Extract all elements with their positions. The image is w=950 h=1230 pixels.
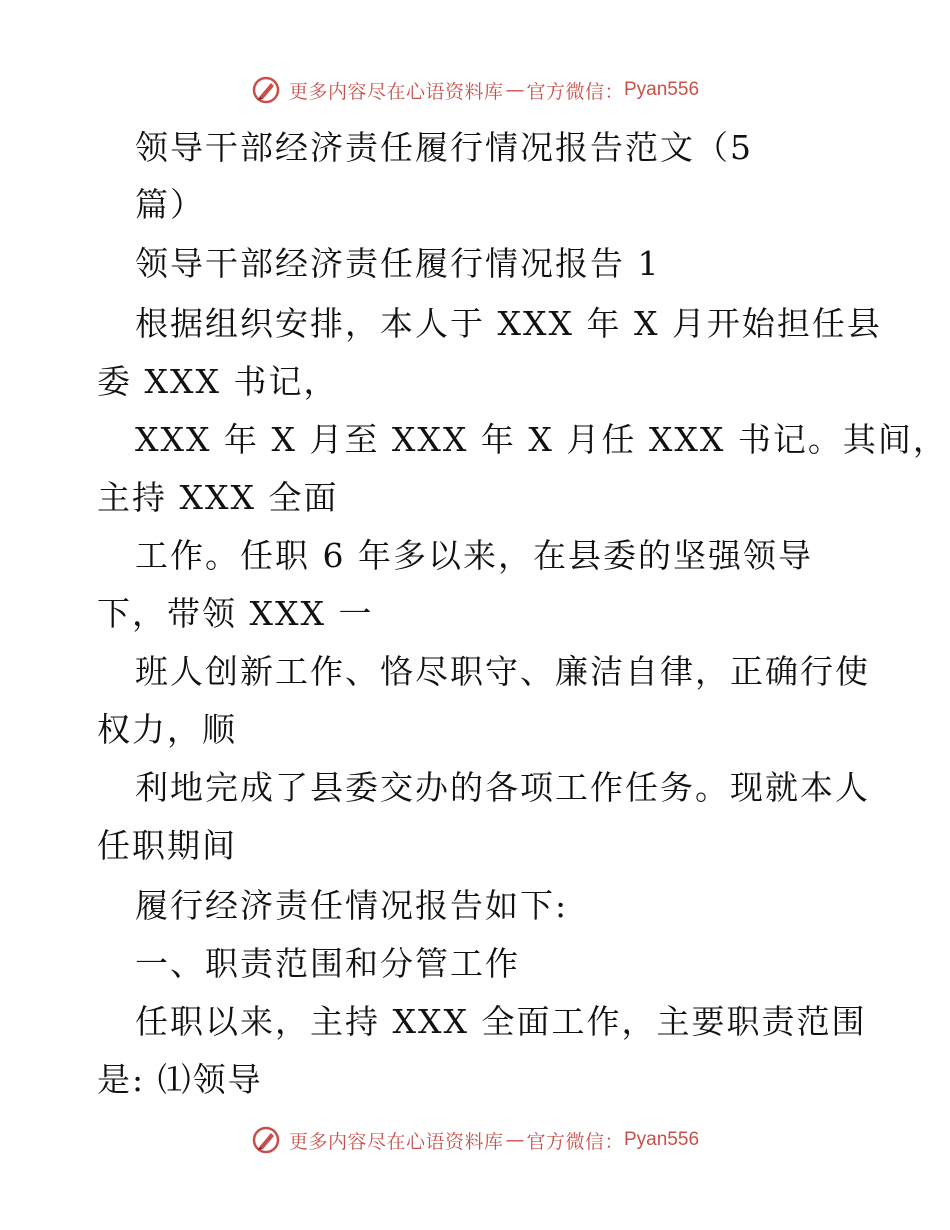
paragraph-line: 是: ⑴领导: [97, 1060, 263, 1099]
paragraph-line: 主持 XXX 全面: [97, 478, 339, 517]
red-pen-logo-icon: [251, 1125, 281, 1155]
header-banner-wechat-id: Pyan556: [624, 79, 700, 100]
footer-banner-text: 更多内容尽在心语资料库: [288, 1130, 504, 1153]
header-banner-wechat-label: 官方微信：: [526, 80, 624, 103]
subsection-heading: 一、职责范围和分管工作: [135, 944, 520, 983]
paragraph-line: 任职期间: [97, 826, 237, 865]
header-banner-separator: —: [505, 79, 525, 101]
paragraph-line: 委 XXX 书记，: [97, 362, 339, 401]
paragraph-line: 权力，顺: [97, 710, 237, 749]
document-title-line-1: 领导干部经济责任履行情况报告范文（5: [135, 128, 753, 167]
footer-banner-separator: —: [505, 1129, 525, 1151]
document-title-line-2: 篇）: [135, 185, 205, 224]
paragraph-line: 履行经济责任情况报告如下:: [135, 886, 569, 925]
paragraph-line: 任职以来，主持 XXX 全面工作，主要职责范围: [135, 1002, 867, 1041]
paragraph-line: 利地完成了县委交办的各项工作任务。现就本人: [135, 768, 870, 807]
header-banner: [0, 70, 950, 110]
section-heading: 领导干部经济责任履行情况报告 1: [135, 244, 661, 283]
paragraph-line: XXX 年 X 月至 XXX 年 X 月任 XXX 书记。其间，: [135, 420, 948, 459]
header-banner-text: 更多内容尽在心语资料库: [288, 80, 504, 103]
paragraph-line: 下，带领 XXX 一: [97, 594, 374, 633]
footer-banner-wechat-label: 官方微信：: [526, 1130, 624, 1153]
footer-banner: [0, 1120, 950, 1160]
paragraph-line: 班人创新工作、恪尽职守、廉洁自律，正确行使: [135, 652, 870, 691]
red-pen-logo-icon: [251, 75, 281, 105]
paragraph-line: 工作。任职 6 年多以来，在县委的坚强领导: [135, 536, 813, 575]
footer-banner-wechat-id: Pyan556: [624, 1129, 700, 1150]
paragraph-line: 根据组织安排，本人于 XXX 年 X 月开始担任县: [135, 304, 882, 343]
